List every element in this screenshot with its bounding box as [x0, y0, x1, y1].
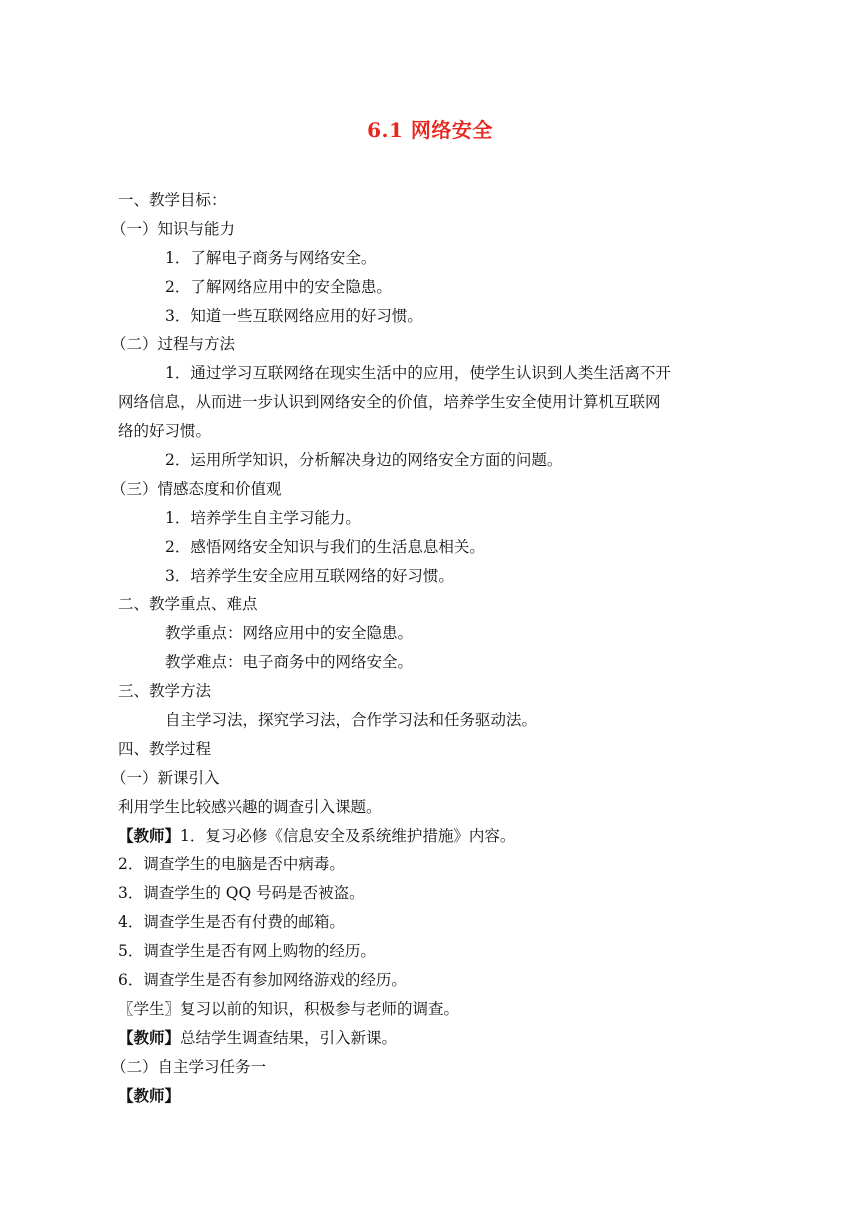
- attitude-item: 1．培养学生自主学习能力。: [165, 508, 361, 527]
- teacher-tag: 【教师】: [118, 1085, 181, 1105]
- survey-item: 5．调查学生是否有网上购物的经历。: [118, 942, 376, 961]
- survey-item: 2．调查学生的电脑是否中病毒。: [118, 855, 345, 874]
- teacher-line: [118, 822, 738, 851]
- survey-item: 4．调查学生是否有付费的邮箱。: [118, 913, 345, 932]
- subheading-intro: （一）新课引入: [111, 768, 220, 787]
- document-title: 6.1 网络安全: [367, 118, 493, 142]
- subheading-task-one: （二）自主学习任务一: [111, 1057, 267, 1076]
- process-item-line: 网络信息，从而进一步认识到网络安全的价值，培养学生安全使用计算机互联网: [118, 393, 661, 412]
- process-item-line: 络的好习惯。: [118, 422, 212, 441]
- teacher-tag: 【教师】: [118, 1027, 181, 1047]
- survey-item: 3．调查学生的 QQ 号码是否被盗。: [118, 884, 365, 903]
- subheading-knowledge: （一）知识与能力: [111, 219, 236, 238]
- teacher-tag: 【教师】: [118, 825, 181, 845]
- subheading-attitude: （三）情感态度和价值观: [111, 479, 282, 498]
- heading-methods: 三、教学方法: [118, 682, 212, 701]
- process-item: 2．运用所学知识，分析解决身边的网络安全方面的问题。: [165, 451, 563, 470]
- attitude-item: 2．感悟网络安全知识与我们的生活息息相关。: [165, 537, 485, 556]
- heading-process: 四、教学过程: [118, 739, 212, 758]
- objective-item: 1．了解电子商务与网络安全。: [165, 248, 377, 267]
- document-body: [111, 186, 738, 1111]
- teacher-text: 总结学生调查结果，引入新课。: [180, 1028, 398, 1047]
- teacher-line: [118, 1024, 738, 1053]
- intro-text: 利用学生比较感兴趣的调查引入课题。: [118, 797, 382, 816]
- student-text: 复习以前的知识，积极参与老师的调查。: [180, 999, 460, 1018]
- process-item-line: 1．通过学习互联网络在现实生活中的应用，使学生认识到人类生活离不开: [165, 364, 671, 383]
- subheading-process: （二）过程与方法: [111, 335, 236, 354]
- heading-objectives: 一、教学目标：: [118, 191, 227, 209]
- objective-item: 3．知道一些互联网络应用的好习惯。: [165, 306, 423, 325]
- methods-text: 自主学习法，探究学习法，合作学习法和任务驱动法。: [165, 711, 538, 730]
- key-point: 教学重点：网络应用中的安全隐患。: [165, 624, 414, 643]
- survey-item: 6．调查学生是否有参加网络游戏的经历。: [118, 971, 407, 990]
- attitude-item: 3．培养学生安全应用互联网络的好习惯。: [165, 566, 454, 585]
- student-line: [118, 995, 738, 1024]
- teacher-text: 1．复习必修《信息安全及系统维护措施》内容。: [180, 826, 516, 845]
- heading-key-points: 二、教学重点、难点: [118, 595, 258, 614]
- teacher-line: [118, 1082, 738, 1111]
- objective-item: 2．了解网络应用中的安全隐患。: [165, 277, 392, 296]
- student-tag: 〖学生〗: [118, 999, 181, 1018]
- difficult-point: 教学难点：电子商务中的网络安全。: [165, 653, 414, 672]
